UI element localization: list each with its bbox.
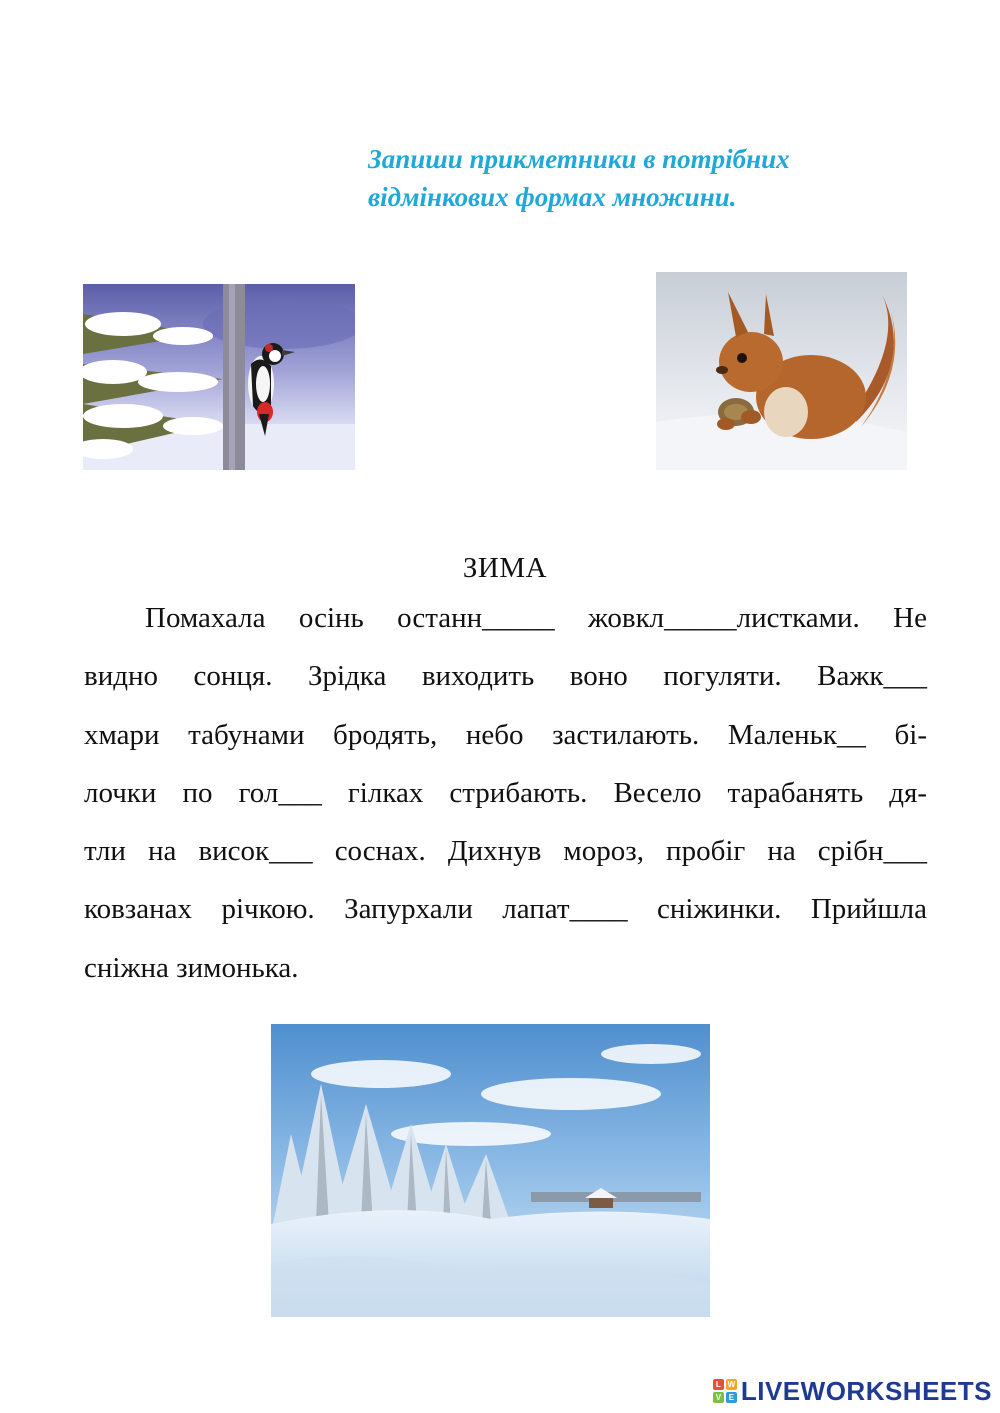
story-line: лочки по гол___ гілках стрибають. Весело тарабанять дя- — [84, 776, 927, 809]
liveworksheets-logo-icon — [713, 1379, 737, 1403]
instruction-text — [368, 140, 948, 216]
story-line: Помахала осінь останн_____ жовкл_____листками. Не — [145, 602, 927, 634]
logo-letter: E — [726, 1392, 737, 1403]
logo-letter: W — [727, 1380, 736, 1389]
logo-letter: L — [713, 1379, 724, 1390]
logo-letter: V — [713, 1392, 724, 1403]
instruction-line-1: Запиши прикметники в потрібних — [368, 144, 790, 174]
story-text — [84, 589, 927, 997]
story-line: видно сонця. Зрідка виходить воно погуляти. Важк___ — [84, 660, 927, 693]
story-line: сніжна зимонька. — [84, 951, 299, 984]
brand-name: LIVEWORKSHEETS — [740, 1375, 992, 1406]
squirrel-image — [656, 272, 907, 470]
story-line: ковзанах річкою. Запурхали лапат____ сніжинки. Прийшла — [84, 893, 927, 926]
liveworksheets-brand — [713, 1377, 992, 1405]
story-title: ЗИМА — [462, 552, 548, 584]
winter-landscape-image — [271, 1024, 710, 1317]
woodpecker-image — [83, 284, 355, 470]
instruction-line-2: відмінкових формах множини. — [368, 182, 737, 212]
story-line: тли на висок___ соснах. Дихнув мороз, пробіг на срібн___ — [84, 835, 927, 868]
story-line: хмари табунами бродять, небо застилають. Маленьк__ бі- — [84, 718, 927, 751]
